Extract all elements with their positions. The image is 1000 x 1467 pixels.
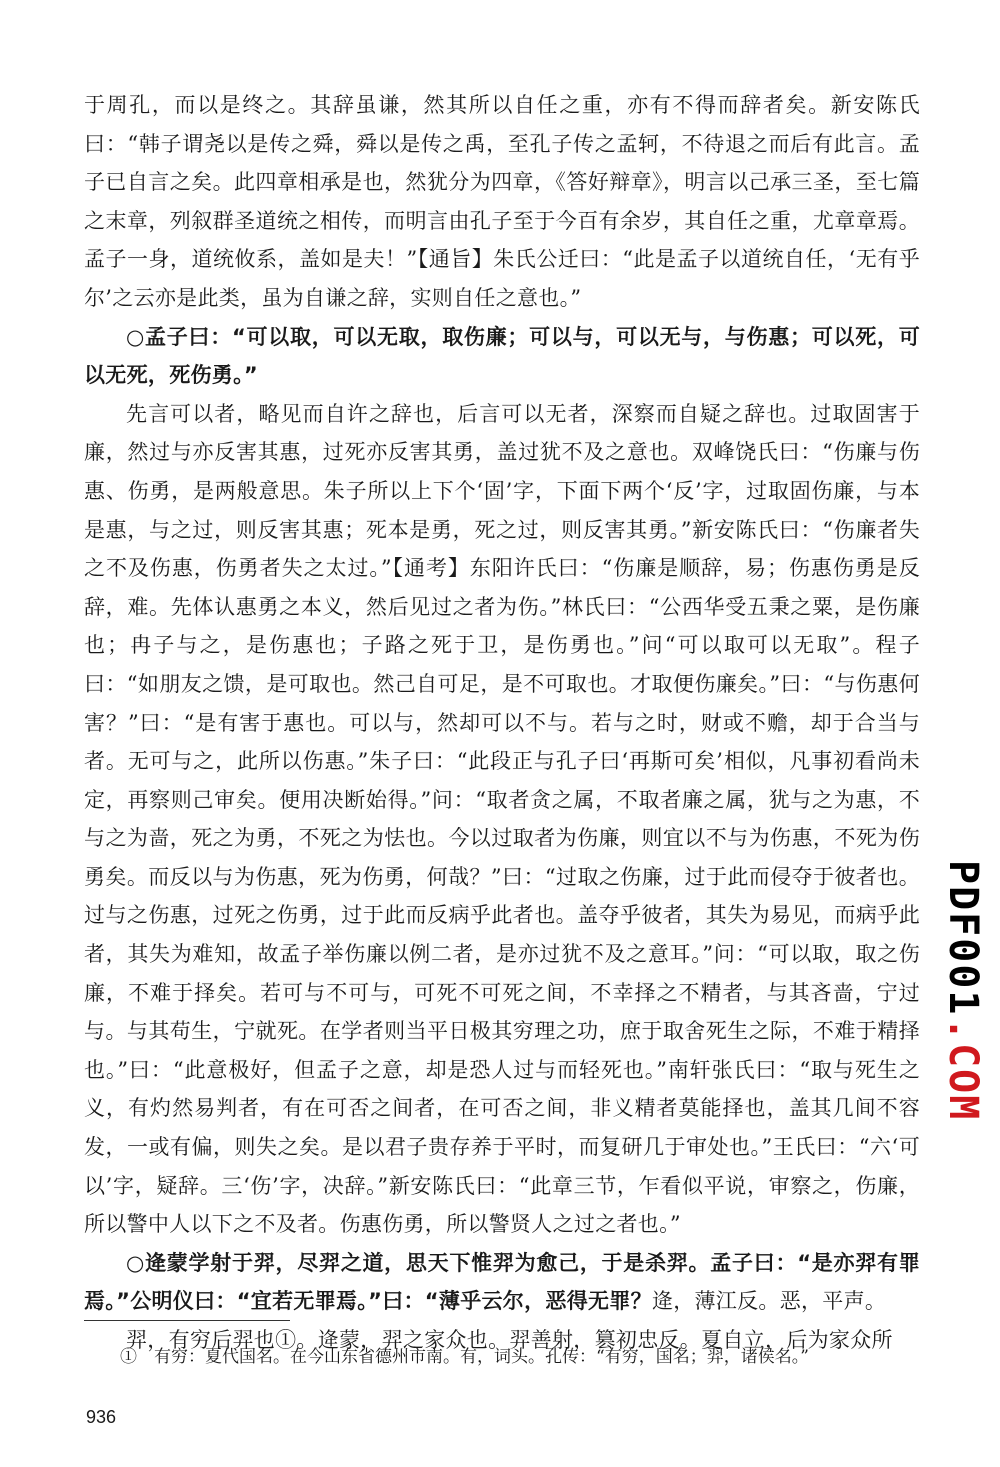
- paragraph-commentary-1: 于周孔，而以是终之。其辞虽谦，然其所以自任之重，亦有不得而辞者矣。新安陈氏曰：“韩子谓尧以是传之舜，舜以是传之禹，至孔子传之孟轲，不待退之而后有此言。孟子已自言之矣。此四章相承是也，然犹分为四章，《答好辩章》，明言以己承三圣，至七篇之末章，列叙群圣道统之相传，而明言由孔子至于今百有余岁，其自任之重，尤章章焉。孟子一身，道统攸系，盖如是夫！”【通旨】朱氏公迁曰：“此是孟子以道统自任，‘无有乎尔’之云亦是此类，虽为自谦之辞，实则自任之意也。”: [84, 93, 920, 310]
- quote-bold-text: ○逄蒙学射于羿，尽羿之道，思天下惟羿为愈己，于是杀羿。孟子曰：“是亦羿有罪焉。”公明仪曰：“宜若无罪焉。”曰：“薄乎云尔，恶得无罪？: [84, 1250, 920, 1314]
- page-body: [84, 86, 920, 1360]
- paragraph-mencius-quote-2: [84, 1244, 920, 1321]
- page-number: 936: [86, 1407, 117, 1427]
- watermark-text-red: .COM: [940, 1016, 986, 1121]
- paragraph-commentary-2: 先言可以者，略见而自许之辞也，后言可以无者，深察而自疑之辞也。过取固害于廉，然过与亦反害其惠，过死亦反害其勇，盖过犹不及之意也。双峰饶氏曰：“伤廉与伤惠、伤勇，是两般意思。朱子所以上下个‘固’字，下面下两个‘反’字，过取固伤廉，与本是惠，与之过，则反害其惠；死本是勇，死之过，则反害其勇。”新安陈氏曰：“伤廉者失之不及伤惠，伤勇者失之太过。”【通考】东阳许氏曰：“伤廉是顺辞，易；伤惠伤勇是反辞，难。先体认惠勇之本义，然后见过之者为伤。”林氏曰：“公西华受五秉之粟，是伤廉也；冉子与之，是伤惠也；子路之死于卫，是伤勇也。”问“可以取可以无取”。程子曰：“如朋友之馈，是可取也。然己自可足，是不可取也。才取便伤廉矣。”曰：“与伤惠何害？”曰：“是有害于惠也。可以与，然却可以不与。若与之时，财或不赡，却于合当与者。无可与之，此所以伤惠。”朱子曰：“此段正与孔子曰‘再斯可矣’相似，凡事初看尚未定，再察则己审矣。便用决断始得。”问：“取者贪之属，不取者廉之属，犹与之为惠，不与之为啬，死之为勇，不死之为怯也。今以过取者为伤廉，则宜以不与为伤惠，不死为伤勇矣。而反以与为伤惠，死为伤勇，何哉？”曰：“过取之伤廉，过于此而侵夺于彼者也。过与之伤惠，过死之伤勇，过于此而反病乎此者也。盖夺乎彼者，其失为易见，而病乎此者，其失为难知，故孟子举伤廉以例二者，是亦过犹不及之意耳。”问：“可以取，取之伤廉，不难于择矣。若可与不可与，可死不可死之间，不幸择之不精者，与其吝啬，宁过与。与其苟生，宁就死。在学者则当平日极其穷理之功，庶于取舍死生之际，不难于精择也。”曰：“此意极好，但孟子之意，却是恐人过与而轻死也。”南轩张氏曰：“取与死生之义，有灼然易判者，有在可否之间者，在可否之间，非义精者莫能择也，盖其几间不容发，一或有偏，则失之矣。是以君子贵存养于平时，而复研几于审处也。”王氏曰：“六‘可以’字，疑辞。三‘伤’字，决辞。”新安陈氏曰：“此章三节，乍看似平说，审察之，伤廉，所以警中人以下之不及者。伤惠伤勇，所以警贤人之过之者也。”: [84, 401, 920, 1237]
- pronunciation-note: 逄，薄江反。恶，平声。: [651, 1289, 887, 1314]
- paragraph-mencius-quote-1: ○孟子曰：“可以取，可以无取，取伤廉；可以与，可以无与，与伤惠；可以死，可以无死，死伤勇。”: [84, 324, 920, 388]
- footnote-divider: [84, 1320, 290, 1321]
- watermark-text-dark: PDF001: [940, 860, 986, 1017]
- watermark: [926, 860, 986, 1230]
- paragraph-commentary-3: 羿，有穷后羿也①。逄蒙，羿之家众也。羿善射，篡初忠反。夏自立，后为家众所: [126, 1328, 893, 1352]
- footnote: ① 有穷：夏代国名。在今山东省德州市南。有，词头。孔传：“有穷，国名；羿，诸侯名。”: [120, 1347, 809, 1367]
